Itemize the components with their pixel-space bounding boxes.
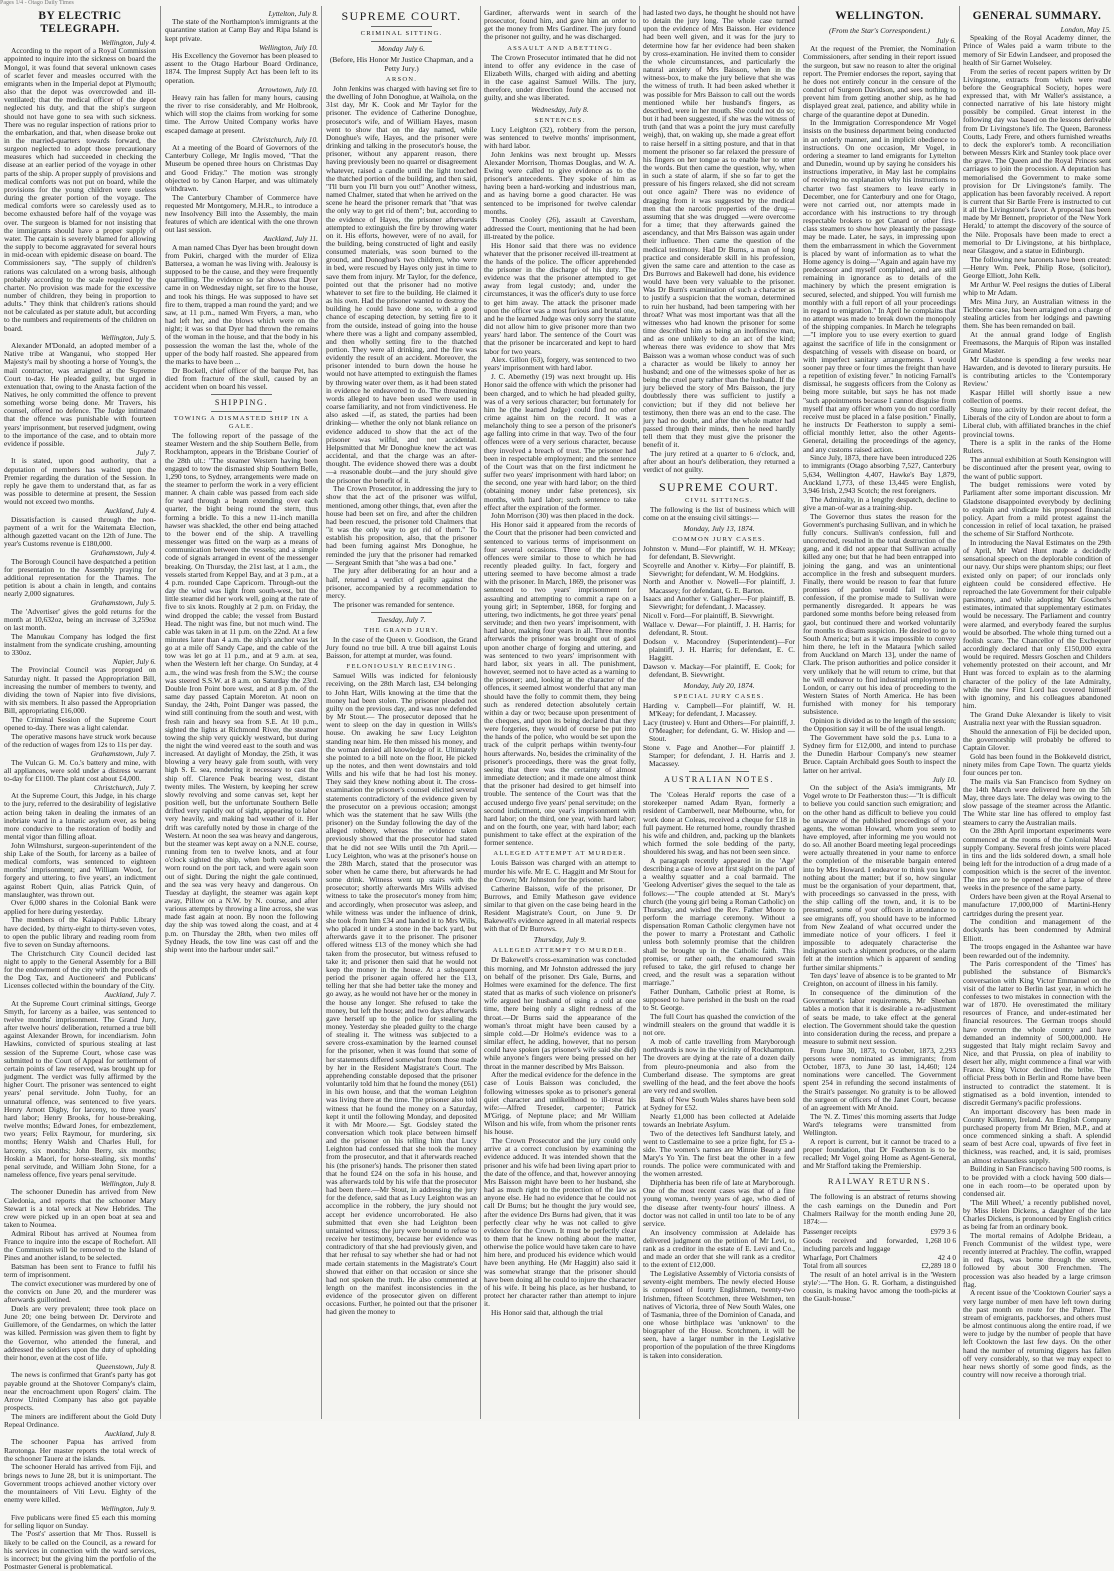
- returns-amount: £979 3 6: [930, 1227, 956, 1236]
- paragraph: The Canterbury Chamber of Commerce have requested Mr Montgomery, M.H.R., to introduce a new Insolvency Bill into the Assembly, the main features of which are identical with the one thrown out last session.: [165, 192, 318, 235]
- column-rule: [321, 6, 322, 1419]
- dateline: Grahamstown, July 4.: [90, 548, 156, 558]
- paragraph: Catherine Baisson, wife of the prisoner, Dr Burrows, and Emily Matheson gave evidence similar to that given on the case being heard in the Resident Magistrate's Court, on June 9. Dr Bakewell's evidence agreed in all material respects with that of Dr Burrows.: [484, 883, 636, 934]
- separator-rule: [371, 41, 431, 42]
- paragraph: The following new baronets have been created:—Henry Wm. Peek, Philip Rose, (solicitor), George Elliott, John Kelk.: [963, 254, 1111, 281]
- paragraph: The Paris correspondent of the 'Times' has published the substance of Bismarck's conversation with King Victor Emmanuel on the visit of the latter to Berlin last year, in which he confesses to two mistakes in connection with the war of 1870. He overestimated the military resources of France, and under-estimated her financial resources. The German troops should have overrun the whole country and have demanded an indemnity of 500,000,000. He suggested that Italy might reclaim Savoy and Nice, and that Prussia, on plea of inability to desert her ally, might commence a final war with France. King Victor declined the bribe. The official Press both in Berlin and Rome have been instructed to contradict the statement. It is stigmatised as a bold invention, intended to discredit Germany's pacific professions.: [963, 959, 1111, 1107]
- article-headline: RAILWAY RETURNS.: [827, 1177, 932, 1187]
- section-headline: GENERAL SUMMARY.: [972, 10, 1102, 22]
- paragraph: The news is confirmed that Grant's party has got payable ground at the Shotover Company's claim, near the encroachment upon Rogers' claim. The Arrow United Company has also got payable prospects.: [4, 1370, 156, 1412]
- paragraph: An insolvency commission at Adelaide has delivered judgment on the petition of Mr Levi, to rank as a creditor in the estate of E. Levi and Co., and made an order that she will rank as a creditor to the extent of £12,000.: [643, 1227, 795, 1270]
- paragraph: Alex. Gillon (63), forgery, was sentenced to two years' imprisonment with hard labor.: [484, 355, 636, 373]
- dateline: Christchurch, July 7.: [93, 782, 156, 792]
- paragraph: John Morrison (30) was then placed in the dock.: [491, 511, 635, 521]
- separator-rule: [689, 771, 750, 772]
- railway-returns-table: [803, 1228, 956, 1271]
- dateline: Christchurch, July 10.: [252, 134, 318, 144]
- column-rule: [798, 6, 799, 1419]
- paragraph: An important discovery has been made in County Kilkenny, Ireland. An English Company purchased property from Mr Brien, M.P., and at once commenced sinking a shaft. A splendid seam of best Acre coal, upwards of five feet in thickness, was reached, and, it is said, promises an almost exhaustless supply.: [963, 1106, 1111, 1165]
- case-listing: Nicoll v. Ford—For plaintiff, B. Sievwright.: [643, 611, 774, 621]
- returns-label: Total from all sources: [803, 1261, 867, 1271]
- paragraph: Stung into activity by their recent defeat, the Liberals of the city of London are about to form a Liberal club, with affiliated branches in the chief provincial towns.: [963, 405, 1111, 439]
- paragraph: The schooner Papua has arrived from Rarotonga. Her master reports the total wreck of the schooner Tauere at the islands.: [4, 1437, 156, 1463]
- subheading: SENTENCES.: [534, 116, 586, 124]
- dateline: Grahamstown, July 7.: [90, 749, 156, 759]
- paragraph: The prisoner was remanded for sentence.: [333, 599, 455, 609]
- paragraph: The Government have sold the p.s. Luna to a Sydney firm for £12,000, and intend to purchase the Dunedin Harbour Company's new steamer Bruce. Captain Archibald goes South to inspect the latter on her arrival.: [803, 732, 956, 775]
- paragraph: The Grand Duke Alexander is likely to visit Australia next year with the Russian squadron.: [963, 709, 1111, 727]
- subheading: CIVIL SITTINGS.: [685, 496, 753, 504]
- separator-rule: [849, 1173, 910, 1174]
- paragraph: John Jenkins was next brought up. Messrs Alexander Morrison, Thomas Douglas, and W. A. Ewing were called to give evidence as to the prisoner's antecedents. They spoke of him as having been a hard-working and industrious man, and as having borne a good character. He was sentenced to be imprisoned for twelve calendar months.: [484, 149, 636, 216]
- dated-subheading: (From the Star's Correspondent.): [828, 26, 931, 35]
- dateline: July 6.: [936, 36, 956, 45]
- paragraph: The jury retired at a quarter to 6 o'clock, and, after about an hour's deliberation, they returned a verdict of not guilty.: [643, 449, 795, 475]
- paragraph: Diphtheria has been rife of late at Maryborough. One of the most recent cases was that of a fine young woman, twenty years of age, who died of the disease after twenty-four hours' illness. A doctor was not called in until too late to be of any service.: [643, 1178, 795, 1228]
- news-column: [165, 9, 318, 1419]
- paragraph: The Admiralty, in a lengthy despatch, decline to give a man-of-war as a training-ship.: [803, 494, 956, 512]
- paragraph: Heavy rain has fallen for many hours, causing the river to rise considerably, and Mr Holbrook, which will stop the claims from working for some time. The Arrow United Company works have escaped damage at present.: [165, 92, 318, 135]
- paragraph: The mortal remains of Adolphe Brideau, a French Communist of the wildest type, were recently interred at Prachley. The coffin, wrapped in red flags, was borne through the streets, followed by about 300 Frenchmen. The procession was also headed by a large crimson flag.: [963, 1230, 1111, 1289]
- paragraph: The following is the list of business which will come on at the ensuing civil sittings:—: [643, 504, 795, 522]
- paragraph: The annual exhibition at South Kensington will be discontinued after the present year, owing to the want of public support.: [963, 455, 1111, 481]
- subheading: ARSON.: [385, 76, 418, 83]
- page-edge-fragment: Pages 1/4 - Otago Daily Times: [0, 0, 74, 6]
- case-listing: North and Another v. Nowell—For plaintiff, J. Macassey; for defendant, G. E. Barton.: [643, 577, 795, 595]
- paragraph: Since July, 1873, there have been introduced 226 to immigrants (Otago absorbing 7,527, Canterbury 5,634, Wellington 4,407, Hawke's Bay 1,879, Auckland 1,773, of these 13,445 were English, 3,946 Irish, 2,943 Scotch; the rest foreigners.: [803, 453, 956, 495]
- news-column: [963, 9, 1111, 1419]
- paragraph: J. C. Abernethy (19) was next brought up. His Honor said the offence with which the prisoner had been charged, and to which he had pleaded guilty, was of a very serious character; but fortunately for him he (the learned Judge) could find no other crime against him on the record. It was a melancholy thing to see a person of the prisoner's age falling into crime in that way. Two of the four offences were of a very serious character, because they involved a breach of trust. The prisoner had been in respectable employment; and the sentence of the Court was that on the first indictment he suffer two years' imprisonment with hard labor; on the second, one year with hard labor; on the third (obtaining money under false pretences), six months, with hard labor; such sentence to take effect after the expiration of the former.: [484, 372, 636, 512]
- paragraph: A mob of cattle travelling from Maryborough northwards is now in the vicinity of Rockhampton. The drovers are dying at the rate of a dozen daily from pleuro-pneumonia and also from the Cumberland disease. The symptoms are great swelling of the head, and the feet above the hoofs are very red and swollen.: [643, 1037, 795, 1096]
- case-listing: Wallace v. Dewar—For plaintiff, J. H. Harris; for defendant, R. Stout.: [643, 619, 795, 637]
- paragraph: His Excellency the Governor has been pleased to assent to the Otago Harbour Board Ordinance, 1874. The Imprest Supply Act has been left to its operation.: [165, 51, 318, 85]
- subheading: ASSAULT AND ABETTING.: [507, 44, 613, 52]
- paragraph: Opinion is divided as to the length of the session; the Opposition say it will be of the usual length.: [803, 716, 956, 734]
- news-column: [643, 9, 795, 1419]
- paragraph: Father Dunham, Catholic priest at Rome, is supposed to have perished in the bush on the road to St. George.: [643, 987, 795, 1013]
- dateline: Wellington, July 10.: [259, 42, 318, 52]
- paragraph: At the Supreme Court, this Judge, in his charge to the jury, referred to the desirability of legislative action being taken in dealing the inmates of an inebriate ward in a lunatic asylum ever, as being more conducive to the restoration of bodily and mental vigor than filling afloat.: [4, 791, 156, 842]
- paragraph: The Governor thus states the reason for the Government's purchasing Sullivan, and in which he fully concurs. Sullivan's confession, full and uncorrected, resulted in the total destruction of the gang, and it did not appear that Sullivan actually killed any one; but that he had been entrapped into joining the gang, and was an unintentional accomplice in the fresh and subsequent murders. Finally, there would be reason to fear that future promises of pardon would fail to induce confession, if the promise made to Sullivan were permanently disregarded. It appears he was pardoned some months before being released from gaol, but continued there and worked voluntarily for months to disarm suspicion. He desired to go to South America; but as it was impossible to convey him there, he left in the Mataura [which sailed from Auckland on March 13], under the name of Clark. The prison authorities and police consider it very unlikely that he will return to crime, but that he will endeavor to find industrial employment in London, or carry out his idea of proceeding to the Western States of North America. He has been furnished with money for his temporary subsistence.: [803, 511, 956, 717]
- paragraph: Lucy Leighton (32), robbery from the person, was sentenced to twelve months' imprisonment, with hard labor.: [484, 124, 636, 150]
- paragraph: Should the annexation of Fiji be decided upon, the governorship will probably be offered to Captain Glover.: [963, 726, 1111, 753]
- dateline: July 10.: [932, 774, 956, 784]
- paragraph: The following is an abstract of returns showing the cash earnings on the Dunedin and Port Chalmers Railway for the month ending June 20, 1874:—: [803, 1192, 956, 1226]
- dateline: Wellington, July 5.: [100, 332, 156, 342]
- subheading: FELONIOUSLY RECEIVING.: [346, 663, 457, 671]
- case-listing: Harding v. Campbell—For plaintiff, W. H. M'Keay; for defendant, J. Macassey.: [643, 700, 795, 718]
- section-headline: WELLINGTON.: [835, 10, 924, 22]
- subheading: ALLEGED ATTEMPT TO MURDER.: [492, 947, 628, 955]
- dateline: Auckland, July 11.: [263, 234, 318, 244]
- returns-label: Goods received and forwarded, including parcels and luggage: [803, 1235, 919, 1254]
- paragraph: After the medical evidence for the defence in the case of Louis Baisson was concluded, the following witnesses spoke as to prisoner's general quiet character and unlikelihood to ill-treat his wife:—Alfred Treseder, carpenter; Patrick M'Grigg, of Neptune place; and Mr William Wilson and his wife, from whom the prisoner rents his house.: [484, 1070, 636, 1137]
- paragraph: Over 6,000 shares in the Colonial Bank were applied for here during yesterday.: [4, 898, 156, 916]
- paragraph: The 'N. Z. Times' this morning asserts that Judge Ward's telegrams were transmitted from Wellington.: [803, 1111, 956, 1137]
- paragraph: Alexander M'Donald, an adopted member of a Native tribe at Wanganui, who stopped Her Majesty's mail by shooting a horse of Young's, the mail contractor, was arraigned at the Supreme Court to-day. He pleaded guilty, but urged in extenuation that, owing to the Anasta faction of the Natives, he only committed the offence to prevent something worse being done. Mr Travers, his counsel, offered no defence. The Judge intimated that the offence was punishable with fourteen years' imprisonment, but reserved judgment, owing to the importance of the case, and to obtain more evidence if possible.: [4, 341, 156, 448]
- column-rule: [959, 6, 960, 1419]
- paragraph: Bank of New South Wales shares have been sold at Sydney for £52.: [643, 1094, 795, 1112]
- dateline: Queenstown, July 8.: [96, 1362, 156, 1372]
- dated-subheading: Monday, July 13, 1874.: [683, 523, 755, 533]
- paragraph: The Provincial Council was prorogued on Saturday night. It passed the Appropriation Bill, increasing the number of members to twenty, and dividing the town of Napier into five divisions, with six members. It also passed the Appropriation Bill, appropriating £16,000.: [4, 665, 156, 716]
- subheading: ALLEGED ATTEMPT AT MURDER.: [493, 850, 627, 858]
- paragraph: Kaspar Hillel will shortly issue a new collection of poems.: [963, 388, 1111, 406]
- paragraph: The schooner Dunedin has arrived from New Caledonia, and reports that the schooner Mary Stewart is a total wreck at New Hebrides. The crew were picked up in an open boat at sea and taken to Noumea.: [4, 1187, 156, 1230]
- paragraph: In consequence of the diminution of the Government's labor requirements, Mr Sheehan tables a motion that it is desirable a re-adjustment of seats be made, to take effect at the general election. The Government should take the question into consideration during the recess, and prepare a measure to submit next session.: [803, 988, 956, 1047]
- subheading: CRIMINAL SITTING.: [360, 30, 443, 37]
- paragraph: The Criminal Session of the Supreme Court opened to-day. There was a light calendar.: [4, 714, 156, 733]
- paragraph: Mrs Mina Jury, an Australian witness in the Tichborne case, has been arraigned on a charge of stealing articles from her lodgings and pawning them. She has been remanded on bail.: [963, 296, 1111, 331]
- paragraph: The Vulcan G. M. Co.'s battery and mine, with all appliances, were sold under a distress warrant to-day for £1100. The plant cost about £4,000.: [4, 757, 156, 783]
- dateline: Wellington, July 9.: [100, 1504, 156, 1514]
- dateline: Wellington, July 4.: [100, 38, 156, 47]
- paragraph: The condition and management of the dockyards has been condemned by Admiral Elliott.: [963, 917, 1111, 943]
- article-headline: SHIPPING.: [214, 398, 269, 408]
- separator-rule: [371, 612, 431, 613]
- dated-subheading: Wednesday, July 8.: [531, 104, 589, 114]
- paragraph: The budget remissions were voted by Parliament after some important discussion. Mr Gladstone disappointed everybody by declining to explain and vindicate his proposed financial policy. Apart from a mild protest against the concession in relief of local taxation, he praised the scheme of Sir Stafford Northcote.: [963, 480, 1111, 539]
- article-headline: AUSTRALIAN NOTES.: [664, 775, 774, 785]
- paragraph: The 'Advertiser' gives the gold returns for the month at 10,632oz, being an increase of 3,259oz on last month.: [4, 606, 156, 632]
- case-listing: Isaacs and Another v. Gallagher—For plaintiff, B. Sievwright; for defendant, J. Macassey.: [643, 594, 795, 612]
- paragraph: In introducing the Naval Estimates on the 29th of April, Mr Ward Hunt made a decidedly sensational speech on the deplorable condition of our navy. Our ships were phantom ships; our fleet existed only on paper; of our ironclads only eighteen could be considered effective. He reproached the late Government for their culpable parsimony, and while adopting Mr Goschen's estimates, intimated that supplementary estimates would be necessary. The Parliament and country were alarmed, and everybody feared the surplus would be absorbed. The whole thing turned out a foolish scare. The Chancellor of the Exchequer accordingly declared that only £150,000 extra would be required. Messrs Goschen and Childers vehemently protested on their account, and Mr Hunt was forced to explain as to the alarming character of the policy of the late Admiralty, while the new First Lord has covered himself with ignominy, and his colleagues abandoned him.: [963, 537, 1111, 711]
- returns-amount: 42 4 0: [937, 1252, 956, 1262]
- paragraph: On the 28th April important experiments were commenced at the rooms of the Colonial Meat-supply Company. Several fresh joints were placed in tins and the lids soldered down, a small hole being left for the introduction of a drug made of a composition which is the secret of the inventor. The tins are to be opened after a lapse of three weeks in the presence of the same party.: [963, 826, 1111, 893]
- paragraph: A recent issue of the 'Cooktown Courier' says a very large number of men have left town during the past month en route for the Palmer. The stream of emigrants, packhorses, and others must be almost continuous along the entire road, if we were to judge by the number of people that have left Cooktown the last few days. On the other hand the number of returning diggers has fallen off very considerably, so that we may expect to hear news shortly of some good finds, as the country will now receive a thorough trial.: [963, 1288, 1111, 1380]
- returns-label: Wharfage, Port Chalmers: [803, 1252, 878, 1262]
- case-listing: Johnston v. Mund—For plaintiff, W. H. M'Keay; for defendant, B. Sievwright.: [643, 543, 795, 561]
- column-rule: [639, 6, 640, 1419]
- paragraph: A man named Chas Dyer has been brought down from Pukiri, charged with the murder of Eliza Battersea, a woman he was living with. Jealousy is supposed to be the cause, and they were frequently quarrelling. The evidence so far shows that Dyer came in on Wednesday night, set fire to the house, and took his things. He was supposed to have set fire to them, trapped a man round the yard; and we saw, at 11 p.m., named Wm Fryers, a man, who had left her, and the blows which were on the night; it was so that Dyer had thrown the remains of the woman in the house, and that the body in his possession the woman the last the, whole of the upper of the body half roasted. She appeared from the marks to have been ...: [165, 242, 318, 366]
- paragraph: Nearly £1,000 has been collected at Adelaide towards an Inebriate Asylum.: [643, 1111, 795, 1129]
- paragraph: At the Supreme Court criminal sittings, George Smyth, for larceny as a bailee, was sentenced to twelve months' imprisonment. The Grand Jury, after twelve hours' deliberation, returned a true bill against Alexander Brown, for incendiarism. John Hawkins, convicted of spurious stealing at last session of the Supreme Court, whose case was submitted to the Court of Appeal for settlement of certain points of law reserved, was brought up for judgment. The verdict was fully affirmed by the higher Court. The prisoner was sentenced to eight years' penal servitude. John Tuohy, for an unnatural offence, was sentenced to five years. Henry Arnott Digby, for larceny, to three years' hard labor; Henry Brooks, for house-breaking, twelve months; Edward Jones, for embezzlement, two years; Felix Raymour, for murdering, six months; Henry Walsh and Charles Hull, for larceny, six months; John Berry, six months; Hoskin a Maori, for horse-stealing, six months' penal servitude, and William John Stone, for a nameless offence, five years penal servitude.: [4, 998, 156, 1179]
- paragraph: Dr Bakewell's cross-examination was concluded this morning, and Mr Johnston addressed the jury on behalf of the prisoner. Drs Gale, Burns, and Holmes were examined for the defence. The first stated that as marks of such violence on prisoner's wife argued her husband of using a cold at one time, there being only a slight redness of the throat.—Dr Burns said the appearance of the woman's throat might have been caused by a simple cold.—Dr Holme's evidence was to a similar effect, he adding, however, that no person could have spoken (as prisoner's wife said she did) while anyone's fingers were being pressed on her throat in the manner described by Mrs Baisson.: [484, 955, 636, 1071]
- paragraph: The operative masons have struck work because of the reduction of wages from 12s to 11s per day.: [4, 731, 156, 750]
- paragraph: The members of the Kaiapoi Public Library have decided, by thirty-eight to thirty-seven votes, to open the public library and reading room from five to seven on Sunday afternoons.: [4, 915, 156, 949]
- paragraph: The Legislative Assembly of Victoria consists of seventy-eight members. The newly elected House is composed of fourty Englishmen, twenty-two Irishmen, fifteen Scotchmen, three Welshmen, ten natives of Victoria, three of New South Wales, one of Tasmania, three of the Dominion of Canada, and one whose birthplace was 'unknown' to the biographer of the House. Scotchmen, it will be seen, have a larger number in the Legislative proportion of the population of the three Kingdoms is taken into consideration.: [643, 1269, 795, 1360]
- paragraph: The state of the Northampton's immigrants at the quarantine station at Camp Bay and Ripa Island is kept private.: [165, 17, 318, 43]
- paragraph: Orders have been given at the Royal Arsenal to manufacture 17,000,000 of Martini-Henry cartridges during the present year.: [963, 892, 1111, 918]
- paragraph: The Christchurch City Council decided last night to apply to the General Assembly for a Bill for the endowment of the city with the proceeds of the Dog Tax, and Auctioneers' and Publicans' Licenses collected within the boundary of the City.: [4, 948, 156, 991]
- dateline: Napier, July 6.: [112, 657, 156, 667]
- paragraph: Batsman has been sent to France to fulfil his term of imprisonment.: [4, 1262, 156, 1280]
- paragraph: On the subject of the Asia's immigrants, Mr Vogel wrote to Dr Featherston thus:—"It is difficult to believe you could sanction such emigration; and on the other hand as difficult to believe you could be unaware of the published proceedings of your agents, the woman Howard, whom you seem to have employed, after informing me you would not do so. All another Board meeting legal proceedings were actually threatened in your name to enforce the completion of the miserable bargain entered into by Mrs Howard. I endeavor to think you knew nothing about the matter; but if so, how singular must be the organisation of your department, that, with proceedings so canvassed in the press, with the ship calling off the town, and, it is to be presumed, some of your officers in attendance to see emigrants off, you should have to be informed from New Zealand of what occurred under the immediate notice of your officers. I feel it impossible to adequately characterise the indignation such a shipment produces, or the alarm felt at the intention which is apparent of sending further similar shipments.": [803, 783, 956, 972]
- paragraph: Ten days' leave of absence is to be granted to Mr Creighton, on account of illness in his family.: [803, 971, 956, 989]
- paragraph: Speaking of the Royal Academy dinner, the Prince of Wales paid a warm tribute to the memory of Sir Edwin Landseer, and proposed the health of Sir Garnet Wolseley.: [963, 33, 1111, 67]
- dated-subheading: Monday July 6.: [377, 44, 426, 53]
- section-headline: SUPREME COURT.: [341, 9, 462, 23]
- paragraph: According to the report of a Royal Commission appointed to inquire into the sickness on board the Mongol, it was found that several unknown cases of scarlet fever and measles occurred with the emigrants when in the Imperial depot at Plymouth; also that the depot was overcrowded and ill-ventilated; that the medical officer of the depot neglected his duty, and that the ship's surgeon should not have gone to sea with such sickness. There was no regular inspection of rations prior to the embarkation, and that, when disease broke out in the married-quarters towards forward, the surgeon neglected to adopt those precautionary measures which had succeeded in checking the disease at an earlier period of the voyage in other parts of the ship. A proper supply of provisions and medical comforts was not put on board, while the provisions for the young children were useless during the greater portion of the voyage. The medical comforts were so carelessly used as to become exhausted before half of the voyage was over. The surgeon is blamed for not insisting that the immigrants should have a proper supply of water. The captain is severely blamed for allowing the supply to become aggravated for several hours in mid-ocean with epidemic disease on board. The Commissioners say, "The supply of children's rations was calculated on a wrong basis, although probably according to the scale required by the charter. No provision was made for the excessive number of children, they being in proportion to adults." They think that children's rations should not be calculated as per statute adult, but according to the numbers and requirements of the children on board.: [4, 46, 156, 333]
- paragraph: The mails via San Francisco from Sydney on the 14th March were delivered here on the 5th May, three days late. The delay was owing to the slow passage of the steamer across the Atlantic. The White star line has offered to employ fast steamers to carry the Australian mails.: [963, 776, 1111, 827]
- paragraph: The schooner Herald has arrived from Fiji, and brings news to June 28, but it is unimportant. The Government troops achieved another victory over the mountaineers of Viti Levu. Eighty of the enemy were killed.: [4, 1462, 156, 1505]
- paragraph: There is a split in the ranks of the Home Rulers.: [963, 438, 1111, 456]
- paragraph: The 'Coleas Herald' reports the case of a storekeeper named Adam Ryan, formerly a resident of Camberwell, near Melbourne, who, for work done at Coleas, received a cheque for £18 in full payment. He returned home, roundly thrashed his wife and children, and, packing up the blankets which formed the sole bedding of the party, shouldered his swag, and has not been seen since.: [643, 790, 795, 857]
- separator-rule: [689, 788, 750, 789]
- paragraph: Mr Arthur W. Peel resigns the duties of Liberal whip to Mr Adam.: [963, 279, 1111, 297]
- paragraph: At a meeting of the Board of Governors of the Canterbury College, Mr Inglis moved, "That the Museum be opened three hours on Christmas Day and Good Friday." The motion was strongly objected to by Canon Harper, and was ultimately withdrawn.: [165, 143, 318, 193]
- returns-label: Passenger receipts: [803, 1227, 857, 1236]
- news-column: [4, 9, 156, 1571]
- dated-subheading: Monday, July 20, 1874.: [683, 680, 755, 690]
- paragraph: Admiral Ribout has arrived at Noumea from France to inquire into the escape of Rochefort. All the Communists will be removed to the Island of Pines and another island, to be selected.: [4, 1228, 156, 1263]
- subheading: TOWING A DISMASTED SHIP IN A GALE.: [173, 415, 310, 431]
- dateline: Arrowtown, July 10.: [257, 84, 318, 94]
- paragraph: In the case of the Queen v. Goodison, the Grand Jury found no true bill. A true bill against Louis Baisson, for attempt at murder, was found.: [326, 634, 477, 661]
- subheading: SPECIAL JURY CASES.: [673, 692, 765, 700]
- separator-rule: [849, 1190, 910, 1191]
- paragraph: Two of the detectives left Sandhurst lately, and went to Castlemaine to see a prize fight, for £5 a-side. The women's names are Minnie Beauty and Mary's Yo Yin. The first beat the other in a few rounds. The police were communicated with and the women arrested.: [643, 1128, 795, 1179]
- separator-rule: [211, 411, 272, 412]
- paragraph: John Jenkins was charged with having set fire to the dwelling of John Donoghue, at Waihola, on the 31st day, Mr K. Cook and Mr Taylor for the prisoner. The evidence of Catherine Donoghue, prosecutor's wife, and of William Hayes, mason went to show that on the day named, while Donoghue's wife, Hayes, and the prisoner were drinking and talking in the prosecutor's house, the prisoner, without any apparent reason, there having previously been no quarrel or disagreement whatever, raised a candle until the light touched the thatched portion of the building, and then said, "I'll burn you I'll burn you out!" Another witness, named Chalmer, stated that when he arrived on the scene he heard the prisoner remark that "that was the only way to get rid of them"; but, according to the evidence of Hayes, the prisoner afterwards attempted to extinguish the fire by throwing water on it. His efforts, however, were of no avail, for the building, being constructed of light and easily consumed materials, was soon burned to the ground, and Donoghue's two children, who were in bed, were rescued by Hayes only just in time to save them from injury. Mr Taylor, for the defence, pointed out that the prisoner had no motive whatever to set fire to the building. He claimed it as his own. Had the prisoner wanted to destroy the building he could have done so, with a good chance of escaping detection, by setting fire to it from the outside, instead of going into the house where there was a light and company assembled, and then wholly setting fire to the thatched portion. They were all drinking, and the fire was evidently the result of an accident. Moreover, the prisoner intended to burn down the house he would not have attempted to extinguish the flames by throwing water over them, as it had been stated in evidence he endeavored to do. The threatening words alleged to have been used were used in coarse familiarity, and not from vindictiveness. He also asked —if, as stated, the parties had been drinking— whether the only not blank reliance on evidence adduced to show that the act of the prisoner was wilful, and not accidental. Helpsmitted that Mr Donoghue knew the act was accidental, and that the charge was an after-thought. The evidence showed there was a doubt—a reasonable doubt—and the jury should give the prisoner the benefit of it.: [326, 84, 477, 485]
- paragraph: It is stated, upon good authority, that a deputation of members has waited upon the Premier regarding the duration of the Session. In reply he gave them to understand that, as far as was possible to determine at present, the Session would not exceed two months.: [4, 456, 156, 507]
- paragraph: Duels are very prevalent; three took place on June 20; one being between Dr. Dervirote and Guillemore, of the Gendarmes, on which the latter was killed. Permission was given them to fight by the Governor, who attended the funeral, and addressed the soldiers upon the duty of upholding their honor, even at the cost of life.: [4, 1303, 156, 1362]
- paragraph: The Crown Prosecutor, in addressing the jury to show that the act of the prisoner was wilful, mentioned, among other things, that, even after the house had been set on fire, and after the children had been rescued, the prisoner told Chalmers that "it was the only way to get rid of them." To establish his proposition, also, that the prisoner had been fuming against Mrs Donoghue, he reminded the jury that the prisoner had remarked — Sergeant Smith that "she was a bad one.": [326, 484, 477, 567]
- paragraph: A report is current, but it cannot be traced to a proper foundation, that Dr Featherston is to be recalled; Mr Vogel going Home as Agent-General, and Mr Stafford taking the Premiership.: [803, 1136, 956, 1171]
- dated-subheading: Tuesday, July 7.: [377, 614, 426, 624]
- separator-rule: [371, 26, 431, 27]
- subheading: COMMON JURY CASES.: [672, 535, 766, 543]
- dateline: Auckland, July 4.: [104, 506, 156, 516]
- paragraph: Dissatisfaction is caused through the non-payment of a writ for the Waitemata Election, although gazetted vacant on the 12th of June. The year's Customs revenue is £180,000.: [4, 514, 156, 549]
- paragraph: His Honor said it appeared from the records of the Court that the prisoner had been convicted and sentenced to various terms of imprisonment on four several occasions. Three of the previous offences were similar to those to which he had recently pleaded guilty. In fact, forgery and uttering seemed to have become almost a trade with the prisoner. In March, 1869, the prisoner was sentenced to two years' imprisonment for assaulting and attempting to commit a rape on a young girl; in September, 1868, for forging and uttering, two indictments, he got three years' penal servitude; and then two years' imprisonment, with hard labor, making four years in all. Three months afterwards the prisoner was brought out of gaol upon another charge of forging and uttering, and was sentenced to two years' imprisonment with hard labor, six years in all. The punishment, however, seemed not to have acted as a warning to the prisoner; and, looking at the character of the offences, it seemed almost wonderful that any man should have the folly to commit them, they being such as rendered detection absolutely certain within a day or two; because upon presentment of the cheques, and upon its being declared that they were forgeries, they would of course be put into the hands of the police, who would be set upon the track of the culprit perhaps within twenty-four hours afterwards. No, besides the criminality of the prisoner's proceedings, there was the great folly, seeing that there was the certainty of almost immediate detection; and it made one almost think that the prisoner had desired to get himself into trouble. The sentence of the Court was that the accused undergo five years' penal servitude; on the second indictment, one year's imprisonment with hard labor; on the third, one year, with hard labor; and on the fourth, one year, with hard labor; each punishment to take effect at the expiration of the former sentence.: [484, 520, 636, 848]
- returns-row: [803, 1237, 956, 1254]
- returns-amount: 1,268 10 6: [924, 1235, 956, 1245]
- dateline: Auckland, July 7.: [104, 990, 156, 1000]
- separator-rule: [689, 478, 750, 479]
- paragraph: The troops engaged in the Ashantee war have been rewarded out of the indemnity.: [963, 942, 1111, 960]
- paragraph: The convict executioner was murdered by one of the convicts on June 20, and the murderer was afterwards guillotined.: [4, 1278, 156, 1305]
- case-listing: Dodson v. Macondrey (Superintendent)—For plaintiff, J. H. Harris; for defendant, E. C. Haggitt.: [643, 636, 795, 662]
- dateline: Auckland, July 8.: [104, 1429, 156, 1439]
- paragraph: The Crown Prosecutor intimated that he did not intend to offer any evidence in the case of Elizabeth Wills, charged with aiding and abetting in the case against Samuel Wills. The jury, therefore, under direction found the accused not guilty, and she was liberated.: [484, 52, 636, 103]
- paragraph: Samuel Wills was indicted for feloniously receiving, on the 28th March last, £34 belonging to John Hart, Wills knowing at the time that the money had been stolen. The prisoner pleaded not guilty on the previous day, and was now defended by Mr Stout.— The prosecutor deposed that he went to sleep on the day in question in Wills's house. On awaking he saw Lucy Leighton standing near him. He then missed his money, and the woman denied all knowledge of it. Ultimately she pointed to a bill note on the floor, He picked up the notes, and then went downstairs and told Wills and his wife that he had lost his money. They said they knew nothing about it. The cross-examination the prisoner's counsel elicited several statements contradictory of the evidence given by the prosecutor on a previous occasion; amongst which was the statement that he saw Wills (the prisoner) on the Sunday following the day of the alleged robbery, whereas the evidence taken previously showed that the prosecutor had stated that he did not see Wills until the 7th April.— Lucy Leighton, who was at the prisoner's house on the 28th March, stated that the prosecutor was sober when he came there, but afterwards he had some drink. Witness went up stairs with the prosecutor; shortly afterwards Mrs Wills advised witness to take the prosecutor's money from him; and accordingly, when prosecutor was asleep, and while witness was under the influence of drink, she took from him £34 and handed it to Mrs Wills, who placed it under a stone in the back yard, but afterwards gave it to the prisoner. The prisoner offered witness £13 of the money which she had taken from the prosecutor, but witness refused to take it; and prisoner then said that he would not keep the money in the house. At a subsequent period the prisoner again offered her the £13, telling her that she had better take the money and go away, as he would not have her or the money in the house any longer. She refused to take the money, but left the house; and two days afterwards gave herself up to the police for stealing the money. Yesterday she pleaded guilty to the charge of stealing it. The witness was subjected to a severe cross-examination by the learned counsel for the prisoner, when it was found that some of her statements differed somewhat from those made by her in the Resident Magistrate's Court. The apprehending constable deposed that the prisoner voluntarily told him that he found the money (£61) in his own house, and that the woman Leighton was living there at the time. The prisoner also told witness that he found the money on a Saturday, kept it until the following Monday, and deposited it with Mr Moore.— Sgt. Godsley stated the conversation which took place between himself and the prisoner on his telling him that Lucy Leighton had confessed that she took the money from the prosecutor, and that it afterwards reached his (the prisoner's) hands. The prisoner then stated that he found £24 on the sofa in his house, and was afterwards told by his wife that the prosecutor had been there.—Mr Stout, in addressing the jury for the defence, said that as Lucy Leighton was an accomplice in the robbery, the jury should not accept her evidence uncorroborated. He also submitted that even she had Leighton been untainted witness; the jury were bound to refuse to receive her testimony, because her evidence was contradictory of that she had previously given, and that her refusal to say whether she had or had not made certain statements in the Magistrate's Court showed that either on that occasion or since she had not spoken the truth. He also commented at length on the manifest inconsistencies in the evidence of the prosecutor given on different occasions. Further, he pointed out that the prisoner had given the money to: [326, 671, 477, 1317]
- dateline: July 7.: [136, 448, 156, 458]
- news-column: [803, 9, 956, 1419]
- court-note: (Before, His Honor Mr Justice Chapman, and a Petty Jury.): [329, 55, 474, 73]
- paragraph: 'The Mill Wheel,' a recently published novel, by Miss Helen Dickens, a daughter of the late Charles Dickens, is pronounced by English critics as being far from an ordinary book.: [963, 1197, 1111, 1232]
- dated-subheading: Thursday, July 9.: [533, 935, 587, 945]
- returns-amount: £2,289 18 0: [921, 1261, 956, 1271]
- paragraph: Gold has been found in the Bokkeveld district, ninety miles from Cape Town. The quartz yields four ounces per ton.: [963, 751, 1111, 778]
- news-column: [484, 9, 636, 1419]
- separator-rule: [211, 394, 272, 395]
- news-column: [326, 9, 477, 1419]
- paragraph: The Manukau Company has lodged the first instalment from the syndicate crushing, amounting to 330oz.: [4, 631, 156, 657]
- dateline: Grahamstown, July 5.: [90, 598, 156, 608]
- column-rule: [160, 6, 161, 1419]
- paragraph: John Wilmshurst, surgeon-superintendent of the ship Lake of the South, for larceny as a bailee of medical comforts, was sentenced to eighteen months' imprisonment; and William Wood, for forgery and uttering, to five years', an indictment against Robert Quin, alias Patrick Quin, of manslaughter, was thrown out.: [4, 840, 156, 899]
- case-listing: Lacy (trustee) v. Hunt and Others—For plaintiff, J. O'Meagher; for defendant, G. W. Hislop and — Stout.: [643, 717, 795, 743]
- paragraph: Building in San Francisco having 500 rooms, is to be provided with a clock having 500 dials—one in each room—to be operated upon by condensed air.: [963, 1164, 1111, 1198]
- paragraph: The jury after deliberating for an hour and a half, returned a verdict of guilty against the prisoner, accompanied by a recommendation to mercy.: [326, 566, 477, 600]
- paragraph: A paragraph recently appeared in the 'Age' describing a case of love at first sight on the part of a wealthy squatter and a coal barmaid. The 'Geelong Advertiser' gives the sequel to the tale as follows:—"The couple attended at St. Mary's church (the young girl being a Roman Catholic) on Thursday, and wished the Rev. Father Moore to perform the marriage ceremony. Without a dispensation Roman Catholic clergymen have not the power to marry a Protestant and Catholic unless both solemnly promise that the children shall be brought up in the Catholic faith. This promise, or rather oath, the enamoured swain refused to take, the girl refused to change her creed, and the result was a separation without marriage.": [643, 855, 795, 988]
- column-rule: [480, 6, 481, 1419]
- paragraph: From June 30, 1873, to October, 1873, 2,293 persons were nominated as immigrants; from October, 1873, to June 30 last, 14,460; 124 nominations were cancelled. The Government spent 254 in refunding the second instalments of the Strait's passenger. No gratuity is to be allowed the surgeon or officers of the Janet Court, because of an agreement with Mr Anoid.: [803, 1045, 956, 1112]
- case-listing: Stone v. Page and Another—For plaintiff J. Stamper; for defendant, J. H. Harris and J. Macassey.: [643, 742, 795, 768]
- dateline: Wellington, July 8.: [100, 1179, 156, 1189]
- paragraph: Thomas Cooley (26), assault at Caversham, addressed the Court, mentioning that he had been ill-treated by the police.: [484, 215, 636, 241]
- dateline: Lyttelton, July 8.: [268, 9, 318, 18]
- paragraph: Mr Gladstone is spending a few weeks near Hawarden, and is devoted to literary pursuits. He is contributing articles to the 'Contemporary Review.': [963, 354, 1111, 389]
- paragraph: had lasted two days, he thought he should not have to detain the jury long. The whole case turned upon the evidence of Mrs Baisson. Her evidence had been well given, and it was for the jury to determine how far her evidence had been shaken by cross-examination. He invited them to consider the whole circumstances, and particularly the natural anxiety of Mrs Baisson, when in the witness-box, to make the jury believe that she was the witness of truth. It had been asked whether it was possible for Mrs Baisson to call out the words mentioned while her husband's fingers, as described, were in her mouth. She could not do so; but it had been suggested, if she was the witness of truth (and that was a point the jury must carefully weigh), that, on waking up, she made a great effort to raise herself in a sitting posture, and that in that moment the prisoner so far relaxed the pressure of his fingers on her tongue as to enable her to utter the words. But then came the question, why, when in such a state of alarm, if she so far to get the pressure of his fingers relaxed, she did not scream out once again? There was no evidence of dragging from it was suggested by the medical men that the narcotic properties of the drug—assuming that she was drugged —were overcome for a time; that they afterwards gained the ascendancy, and that Mrs Baisson was again under their influence. Then came the question of the medical testimony. Had Dr Burns, a man of long practice and considerable skill in his profession, given the same care and attention to the case as Drs Burrows and Bakewell had done, his evidence would have been very valuable to the prisoner. Was Dr Burn's examination of such a character as to justify a suspicion that the woman, determined to ruin her husband, had been tampering with her throat? What was most important was that all the witnesses who had known the prisoner for some time described him as being an inoffensive man, and as one unlikely to do an act of the kind; whereas there was evidence to show that Mrs Baisson was a woman whose conduct was of such a character as would be likely to annoy her husband; and one of the witnesses spoke of her as being the cruel party rather than the husband. If the jury believed the story of Mrs Baisson, the jury doubtlessly there was sufficient to justify a conviction; but if they did not believe her testimony, then there was an end to the case. The jury had no doubt, and after the whole matter had passed through their minds, then he need hardly tell them that they must give the prisoner the benefit of it.: [643, 8, 795, 450]
- paragraph: The following report of the passage of the steamer Western and the ship Southern Belle, from Rockhampton, appears in the 'Brisbane Courier' of the 28th ult.: "The steamer Western having been engaged to tow the dismasted ship Southern Belle, 1,290 tons, to Sydney, arrangements were made on the steamer to perform the work in a very efficient manner. A chain cable was passed from each side for ward through a beam extending over each quarter, the bight being round the stern, thus forming a bridle. To this a new 11-inch manilla hawser was shackled, the other end being attached to the bower end of the ship. A travelling messenger was fitted on the warp as a means of communication between the vessels; and a simple code of signals arranged in event of the messenger breaking. On Thursday, the 21st last, at 1 a.m., the vessels started from Keppel Bay, and at 3 p.m., at a 4 p.m. rounded Cape Capricorn. Through-out the day the wind was light from south-west, but the little steamer did her work well, going at the rate of five to six knots. Roughly at 2 p.m. on Friday, the wind dropped the cable; the vessel from Bustard Head. The night was fine, but not much wind. The cable was taken in at 11 p.m. on the 22nd. At a few minutes later than 4 a.m. the ship's anchor was let go at a mile off Sandy Cape, and the cable of the tow was let go at 11 p.m., and at 9 a.m. at sea, when the Western left her charge. On Sunday, at 4 a.m., the wind was fresh from the S.W.; the course was steered S.S.W. at 8 a.m. on Saturday the 23rd. Double Iron Point bore west, and at 8 p.m. of the same day passed Captain Moreton. At noon on Sunday, the 24th, Point Danger was passed, the wind still continuing from the south and west, with fresh rain and heavy sea from S.E. At 10 p.m., sighted the lights at Richmond River, the steamer towing the ship very quickly westward, but during the night the wind veered east to the south and was increased. At daylight of Monday, the 25th, it was blowing a very heavy gale from south, with very high S. E. sea, rendering it necessary to cast the ship off. Clarence Peak bearing west, distant twenty miles. The Western, by keeping her screw slowly revolving and some canvas set, kept her position well, but the unfortunate Southern Belle drifted very rapidly out of sight, appearing to labor very heavily, and making bad weather of it. Her drift was carefully noted by those in charge of the Western. At noon the sea was heavy and dangerous, but the steamer was kept away on a N.N.E. course, running from ten to twelve knots, and at four o'clock sighted the ship, when both vessels were worn round on the port tack, and were again soon out of sight. During the night the gale continued, and the sea was very heavy and dangerous. On Tuesday at daylight, the steamer was again kept away, Pillow on a N.W. by N. course, and after various attempts by throwing a line across, she was made fast again at noon. By noon the following day the ship was towed along the coast, and at 4 p.m. on Thursday the 28th, when two miles off Sydney Heads, the tow line was cast off and the ship went into the harbour under sail.": [165, 431, 318, 954]
- paragraph: His Honor said that there was no evidence whatever that the prisoner received ill-treatment at the hands of the police. The officer apprehended the prisoner in the discharge of his duty. The evidence was that the prisoner attempted to get away from legal custody; and, under the circumstances, it was the officer's duty to use force to get him away. The attack the prisoner made upon the officer was a most furious and brutal one, and he the learned Judge was only sorry the statute did not allow him to give prisoner more than two years' hard labor. The sentence of the Court was that the prisoner be incarcerated and kept to hard labor for two years.: [484, 240, 636, 356]
- paragraph: The result of an hotel arrival is in the 'Western style':—"The Hon. G. R. Gorham, a distinguished cousin, is making havoc among the tooth-picks at the Gault-house.": [803, 1269, 956, 1304]
- paragraph: The Borough Council have despatched a petition for presentation to the Assembly praying for additional representation for the Thames. The petition is about a chain in length, and contains nearly 2,000 signatures.: [4, 556, 156, 599]
- case-listing: Dawson v. Mackay—For plaintiff, E. Cook; for defendant, B. Sievwright.: [643, 661, 795, 679]
- paragraph: At the annual grand lodge of English Freemasons, the Marquis of Ripon was installed Grand Master.: [963, 329, 1111, 356]
- case-listing: Scoyrelle and Another v. Kirby—For plaintiff, B. Sievwright; for defendant, W. M. Hodgkins.: [643, 560, 795, 578]
- paragraph: The full Court has quashed the conviction of the windmill stealers on the ground that waddle it is not ore.: [643, 1012, 795, 1038]
- paragraph: Dr Bockell, chief officer of the barque Pet, has died from fracture of the skull, caused by an accident when on board his vessel.: [165, 365, 318, 391]
- paragraph: The 'Post's' assertion that Mr Thos. Russell is likely to be called on the Council, as a reward for his services in connection with the ward services, is incorrect; but the giving him the portfolio of the Postmaster General is problematical.: [4, 1529, 156, 1571]
- subheading: THE GRAND JURY.: [364, 626, 439, 634]
- paragraph: In the Immigration Correspondence Mr Vogel insists on the business department being conducted in an orderly manner, and in implicit obedience to instructions. On one occasion, Mr Vogel, in ordering a steamer to land emigrants for Lyttelton and Dunedin, wound up by saying he considers his instructions imperative, in May last he complains of receiving no explanation why his instructions to charter two fast steamers to leave early in December, one for Canterbury and one for Otago, were not carried out, nor attempts made in accordance with his instructions to try through respectable brokers to get Canard or other first-class steamers to show how pleasantly the passage may be made. Later, he says, in impressing upon them the embarrassment in which the Government is placed by want of information as to what the Home agency is doing—"Again and again have my predecessor and myself complained, and are still remaining in ignorance as to details of the machinery by which the present emigration is secured, selected, and shipped. You will furnish me monthly with a full report of all your proceedings in regard to emigration." In April he complains that no attempt was made to break down the monopoly of the shipping companies. In March he telegraphs—"I implore you to use every exertion to guard against the sacrifice of life in the consignment or despatching of vessels with disease on board, or with imperfect sanitary arrangements. I would sooner pay three or four times the freight than have a repetition of existing fever." In noticing Farnall's dismissal, he suggests officers from the Colony as being more suitable, but says he has not made "such appointments because I cannot disguise from myself that any officer whom you do not cordially receive must be placed in a false position." Finally, he instructs Dr Featherston to supply a semi-official monthly letter, also the other Agents-General, detailing the proceedings of the agency, and any customs raised action.: [803, 118, 956, 454]
- paragraph: Louis Baisson was charged with an attempt to murder his wife. Mr E. C. Haggitt and Mr Stout for the Crown; Mr Johnston for the prisoner.: [484, 858, 636, 884]
- section-headline: BY ELECTRIC TELEGRAPH.: [38, 10, 122, 35]
- paragraph: Five publicans were fined £5 each this morning for selling liquor on Sunday.: [4, 1512, 156, 1530]
- paragraph: The miners are indifferent about the Gold Duty Repeal Ordinance.: [4, 1411, 156, 1429]
- paragraph: His Honor said that, although the trial: [491, 1307, 603, 1317]
- paragraph: Gardiner, afterwards went in search of the prosecutor, found him, and gave him an order to get the money from Mrs Gardiner. The jury found the prisoner not guilty, and he was discharged.: [484, 8, 636, 42]
- dateline: London, May 15.: [1060, 25, 1111, 34]
- paragraph: From the series of recent papers written by Dr Livingstone, extracts from which were read before the Geographical Society, hopes were expressed that, with Mr Waller's assistance, a connected narrative of his late history might possibly be compiled. Great interest in the following day was based on the lessons derivable from Dr Livingstone's life. The Queen, Baroness Coutts, Lady Frere, and others furnished wreaths to deck the explorer's tomb. A reconciliation between Messrs Kirk and Stanley took place over the grave. The Queen and the Royal Princes sent carriages to join the procession. A deputation has memorialised the Government to make some provision for Dr Livingstone's family. The application has been favorably received. A report is current that Sir Bartle Frere is instructed to cut it all the Livingstone's favor. A proposal has been made by Mr Bennett, proprietor of the 'New York Herald,' to attempt the discovery of the source of the Nile. Proposals have been made to erect a memorial to Dr Livingstone, at his birthplace, near Glasgow, and a statue in Edinburgh.: [963, 66, 1111, 255]
- paragraph: At the request of the Premier, the Nomination Commissioners, after sending in their report issued the surgeon, but saw no reason to alter the original report. The Premier endorses the report, saying that he does not entirely concur in the censure of the conduct of Surgeon Davidson, and sees nothing to prevent him from getting another ship, as he had displayed great zeal, patience, and ability while in charge of the quarantine depot at Dunedin.: [803, 44, 956, 119]
- paragraph: The Crown Prosecutor and the jury could only arrive at a correct conclusion by examining the evidence adduced. It was intended shown that the prisoner and his wife had been living apart prior to the date of the offence, and that, however annoying Mrs Baisson might have been to her husband, she had as much right to the protection of the law as anyone else. He had no evidence that he could not call Dr Burns; but he thought the jury would see, after the evidence Drs Burns had given, that it was perfectly clear why he was not called to give evidence for the Crown. It must be perfectly clear to them that he knew nothing about the matter, otherwise the police would have taken care to have him here, and produced his evidence which would have been anything. He (Mr Haggitt) also said it was somewhat strange that the prisoner should have been doing all he could to injure the character of his wife. It being his place, as her husband, to protect her character rather than attempt to injure it.: [484, 1136, 636, 1309]
- section-headline: SUPREME COURT.: [658, 479, 779, 494]
